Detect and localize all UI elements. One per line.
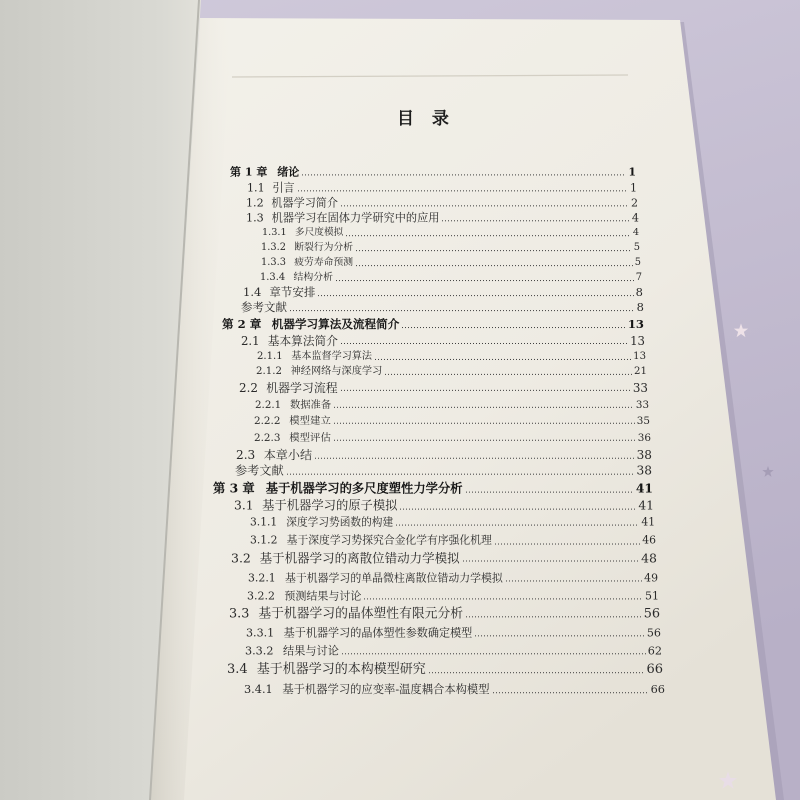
- toc-entry: [236, 448, 652, 463]
- toc-entry-page: 51: [645, 589, 659, 603]
- toc-entry-page: 46: [642, 533, 656, 547]
- toc-entry-title: 引言: [272, 181, 295, 195]
- toc-entry: [247, 181, 637, 194]
- toc-entry-page: 56: [646, 626, 661, 640]
- toc-entry-title: 深度学习势函数的构建: [286, 515, 394, 529]
- toc-entry-page: 5: [633, 242, 640, 254]
- toc-leader: [463, 561, 639, 562]
- toc-entry: [244, 683, 665, 697]
- toc-entry-page: 41: [638, 498, 654, 513]
- toc-entry-title: 断裂行为分析: [294, 242, 354, 254]
- toc-entry-number: 2.1.2: [256, 365, 282, 377]
- toc-entry-number: 3.2.1: [248, 571, 276, 585]
- toc-entry-page: 1: [629, 181, 637, 195]
- toc-leader: [396, 525, 639, 526]
- toc-leader: [341, 343, 628, 344]
- toc-entry-number: 1.3: [246, 211, 264, 225]
- toc-entry-page: 21: [634, 365, 647, 377]
- toc-entry-title: 多尺度模拟: [294, 227, 344, 239]
- toc-entry-number: 2.2.1: [255, 398, 282, 411]
- page-title: 目 录: [397, 109, 455, 129]
- toc-entry-page: 8: [636, 300, 644, 315]
- toc-entry-number: 第 3 章: [213, 480, 255, 496]
- toc-entry-page: 2: [630, 196, 638, 210]
- toc-entry-title: 预测结果与讨论: [284, 589, 362, 603]
- toc-entry-title: 数据准备: [289, 398, 332, 411]
- toc-entry-page: 4: [632, 227, 639, 239]
- toc-entry-page: 38: [636, 447, 652, 462]
- toc-entry-number: 3.2.2: [247, 589, 275, 603]
- toc-entry-number: 2.1.1: [257, 350, 283, 362]
- toc-entry-number: 1.3.1: [262, 227, 287, 239]
- toc-entry-page: 13: [627, 317, 644, 332]
- toc-entry-title: 神经网络与深度学习: [290, 365, 383, 377]
- toc-entry-title: 基本监督学习算法: [291, 350, 373, 362]
- toc-entry-title: 基于机器学习的多尺度塑性力学分析: [265, 480, 463, 496]
- toc-entry: [254, 415, 650, 427]
- toc-leader: [342, 653, 646, 654]
- toc-leader: [495, 543, 640, 544]
- toc-entry-title: 疲劳寿命预测: [294, 257, 354, 269]
- toc-entry: [250, 517, 655, 530]
- toc-entry-number: 3.1: [234, 498, 254, 513]
- toc-entry-number: 3.3.2: [245, 644, 274, 658]
- toc-entry-title: 绪论: [277, 165, 300, 179]
- toc-entry-number: 3.1.1: [250, 515, 278, 529]
- toc-leader: [364, 598, 643, 599]
- toc-leader: [356, 265, 633, 266]
- toc-leader: [315, 457, 635, 458]
- toc-entry: [260, 272, 642, 284]
- toc-entry-title: 基于机器学习的晶体塑性参数确定模型: [283, 626, 473, 640]
- toc-entry-number: 1.3.4: [260, 272, 286, 284]
- toc-leader: [375, 359, 631, 360]
- toc-entry-page: 33: [635, 398, 649, 411]
- toc-entry-title: 机器学习简介: [271, 196, 338, 210]
- toc-entry-number: 2.2.3: [254, 431, 281, 444]
- toc-leader: [442, 220, 629, 221]
- toc-entry: [227, 662, 663, 678]
- toc-entry: [256, 366, 647, 378]
- toc-entry-number: 3.3: [229, 606, 250, 622]
- toc-entry-title: 模型评估: [289, 431, 331, 444]
- toc-leader: [341, 205, 629, 206]
- toc-entry-page: 49: [644, 571, 658, 585]
- toc-entry-page: 48: [641, 550, 657, 566]
- toc-entry-number: 1.1: [247, 181, 265, 195]
- toc-leader: [493, 692, 649, 693]
- toc-entry-title: 基于深度学习势探究合金化学有序强化机理: [286, 533, 492, 547]
- toc-leader: [334, 423, 635, 424]
- toc-entry-number: 3.3.1: [246, 626, 275, 640]
- toc-entry-title: 参考文献: [235, 463, 284, 478]
- toc-leader: [346, 235, 631, 236]
- toc-entry-number: 第 2 章: [222, 317, 262, 332]
- toc-entry-title: 参考文献: [241, 300, 287, 315]
- toc-leader: [475, 635, 645, 636]
- toc-leader: [466, 617, 642, 618]
- toc-entry: [261, 257, 641, 269]
- toc-entry: [261, 242, 640, 254]
- toc-entry: [246, 211, 639, 224]
- toc-entry: [229, 606, 660, 621]
- toc-entry-title: 机器学习在固体力学研究中的应用: [271, 211, 440, 225]
- toc-entry: [231, 551, 657, 566]
- toc-entry: [262, 227, 639, 239]
- toc-entry-number: 2.3: [236, 447, 256, 462]
- toc-entry-number: 2.2: [239, 380, 258, 395]
- toc-entry-page: 62: [647, 644, 662, 658]
- toc-entry-number: 1.3.2: [261, 242, 286, 254]
- toc-leader: [334, 407, 634, 408]
- toc-entry: [243, 286, 643, 300]
- toc-entry: [250, 535, 656, 548]
- toc-entry: [241, 301, 644, 315]
- toc-entry-page: 13: [633, 350, 646, 362]
- toc-entry-number: 3.2: [231, 550, 251, 566]
- toc-entry-page: 35: [636, 414, 650, 427]
- toc-entry-page: 5: [634, 257, 641, 269]
- toc-entry-title: 机器学习算法及流程简介: [271, 317, 400, 332]
- toc-entry-number: 3.1.2: [250, 533, 278, 547]
- toc-entry: [239, 381, 648, 395]
- toc-entry-page: 66: [646, 662, 663, 678]
- toc-entry-page: 33: [632, 380, 648, 395]
- toc-leader: [385, 374, 632, 375]
- toc-entry-title: 基于机器学习的单晶微柱离散位错动力学模拟: [284, 571, 503, 585]
- toc-entry: [246, 196, 638, 209]
- toc-entry-title: 基于机器学习的本构模型研究: [256, 662, 426, 678]
- toc-entry-number: 第 1 章: [230, 165, 268, 179]
- toc-entry-number: 2.2.2: [254, 414, 281, 427]
- toc-entry-number: 1.4: [243, 285, 262, 300]
- toc-entry: [230, 165, 636, 178]
- toc-entry-title: 结构分析: [293, 272, 334, 284]
- toc-entry: [254, 432, 651, 444]
- toc-entry-page: 38: [636, 463, 652, 478]
- toc-entry-title: 基于机器学习的晶体塑性有限元分析: [258, 606, 464, 622]
- toc-entry: [248, 571, 658, 584]
- toc-leader: [318, 295, 633, 296]
- toc-entry-title: 基于机器学习的原子模拟: [262, 498, 398, 513]
- toc-entry: [255, 399, 649, 411]
- toc-entry-number: 3.4: [227, 662, 248, 678]
- toc-leader: [506, 580, 642, 581]
- toc-entry-page: 36: [637, 431, 651, 444]
- toc-leader: [429, 673, 645, 674]
- toc-leader: [336, 280, 634, 281]
- toc-entry: [241, 334, 645, 348]
- toc-entry-title: 基本算法简介: [267, 333, 338, 348]
- toc-entry: [235, 464, 652, 479]
- toc-entry: [245, 644, 662, 657]
- toc-leader: [466, 491, 634, 492]
- toc-leader: [334, 440, 636, 441]
- toc-entry-number: 1.3.3: [261, 257, 286, 269]
- toc-entry: [246, 626, 661, 639]
- toc-entry-page: 7: [635, 272, 642, 284]
- toc-leader: [287, 473, 635, 474]
- toc-entry-title: 本章小结: [263, 447, 313, 462]
- toc-entry: [247, 589, 659, 602]
- toc-leader: [400, 508, 636, 509]
- toc-leader: [402, 327, 626, 328]
- toc-leader: [302, 174, 626, 175]
- toc-entry-title: 机器学习流程: [266, 380, 338, 395]
- toc-entry-number: 3.4.1: [244, 683, 273, 697]
- toc-entry-number: 1.2: [246, 196, 264, 210]
- toc-entry-page: 13: [630, 333, 645, 348]
- toc-entry-page: 66: [650, 683, 665, 697]
- toc-leader: [356, 250, 632, 251]
- toc-entry-title: 结果与讨论: [282, 644, 339, 658]
- toc-entry-page: 41: [641, 515, 655, 529]
- toc-entry-page: 4: [631, 211, 639, 225]
- toc-entry-title: 章节安排: [269, 285, 316, 300]
- toc-entry-page: 1: [628, 165, 636, 179]
- toc-entry-page: 41: [635, 480, 653, 496]
- toc-leader: [341, 390, 631, 391]
- toc-entry-title: 模型建立: [289, 414, 331, 427]
- toc-entry: [213, 482, 653, 497]
- toc-entry: [257, 351, 646, 363]
- toc-entry: [234, 499, 654, 514]
- toc-leader: [290, 310, 635, 311]
- toc-entry-title: 基于机器学习的应变率-温度耦合本构模型: [282, 683, 490, 697]
- toc-leader: [298, 190, 628, 191]
- toc-entry-page: 8: [635, 285, 643, 300]
- toc-entry-page: 56: [643, 606, 660, 622]
- toc-entry-number: 2.1: [241, 333, 260, 348]
- toc-entry-title: 基于机器学习的离散位错动力学模拟: [259, 550, 460, 566]
- toc-entry: [222, 318, 644, 332]
